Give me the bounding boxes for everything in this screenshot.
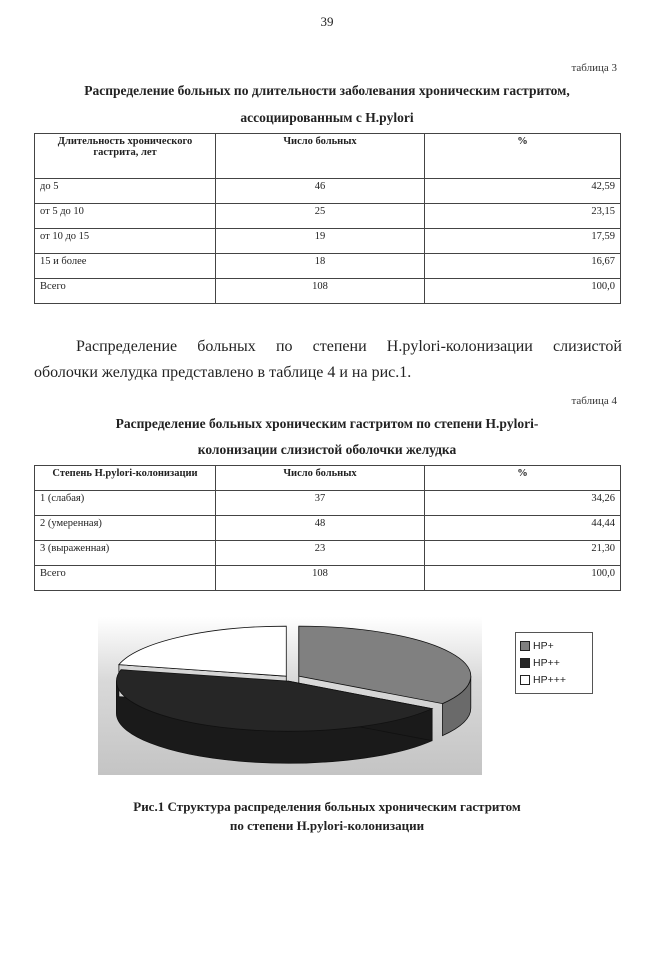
- table3-cell: 19: [216, 229, 425, 254]
- table4-cell: 23: [216, 541, 425, 566]
- paragraph-line1: Распределение больных по степени H.pylori-колонизации слизистой: [76, 338, 622, 355]
- table3-cell: 42,59: [425, 179, 621, 204]
- table3-header-percent: %: [425, 134, 621, 179]
- legend-item-hp1: [516, 637, 592, 654]
- table-row: [35, 179, 621, 204]
- pie-chart: [98, 617, 482, 775]
- table3-cell: 25: [216, 204, 425, 229]
- table-row: [35, 491, 621, 516]
- table3-title-line2: ассоциированным с H.pylori: [240, 110, 414, 125]
- body-paragraph: [34, 334, 622, 386]
- table4-cell: 1 (слабая): [35, 491, 216, 516]
- table4-cell: 37: [216, 491, 425, 516]
- table4-header-row: [35, 466, 621, 491]
- table3-label: таблица 3: [571, 62, 617, 74]
- table3-cell: Всего: [35, 279, 216, 304]
- table4-cell: 34,26: [425, 491, 621, 516]
- table4-label: таблица 4: [571, 395, 617, 407]
- table-row: [35, 566, 621, 591]
- legend-swatch-hp2: [520, 658, 530, 668]
- table3-cell: 16,67: [425, 254, 621, 279]
- table4-header-percent: %: [425, 466, 621, 491]
- table-row: [35, 541, 621, 566]
- legend-label-hp3: HP+++: [533, 673, 566, 686]
- table-row: [35, 254, 621, 279]
- table3-cell: 108: [216, 279, 425, 304]
- table4-title-line1: Распределение больных хроническим гастритом по степени H.pylori-: [115, 416, 539, 431]
- table3: [34, 133, 621, 304]
- table3-title: [0, 80, 654, 129]
- table4-cell: 44,44: [425, 516, 621, 541]
- table4-cell: 21,30: [425, 541, 621, 566]
- table3-cell: до 5: [35, 179, 216, 204]
- table-row: [35, 204, 621, 229]
- table4-cell: 48: [216, 516, 425, 541]
- table3-header-duration: Длительность хронического гастрита, лет: [35, 134, 216, 179]
- legend-label-hp1: HP+: [533, 639, 554, 652]
- paragraph-line2: оболочки желудка представлено в таблице 4 и на рис.1.: [34, 364, 412, 381]
- table4-header-degree: Степень H.pylori-колонизации: [35, 466, 216, 491]
- table4-cell: 108: [216, 566, 425, 591]
- table4-cell: Всего: [35, 566, 216, 591]
- table4-cell: 100,0: [425, 566, 621, 591]
- figure-caption: [0, 797, 654, 835]
- legend-swatch-hp1: [520, 641, 530, 651]
- table3-cell: 17,59: [425, 229, 621, 254]
- table3-cell: 100,0: [425, 279, 621, 304]
- table4-cell: 3 (выраженная): [35, 541, 216, 566]
- table-row: [35, 516, 621, 541]
- legend-item-hp3: [516, 671, 592, 688]
- legend-swatch-hp3: [520, 675, 530, 685]
- table4-header-count: Число больных: [216, 466, 425, 491]
- table4: [34, 465, 621, 591]
- table3-title-line1: Распределение больных по длительности заболевания хроническим гастритом,: [84, 83, 570, 98]
- table3-cell: 23,15: [425, 204, 621, 229]
- table3-header-row: [35, 134, 621, 179]
- caption-line1: Рис.1 Структура распределения больных хроническим гастритом: [133, 799, 521, 814]
- legend-label-hp2: HP++: [533, 656, 560, 669]
- table3-cell: 18: [216, 254, 425, 279]
- table3-cell: от 10 до 15: [35, 229, 216, 254]
- chart-legend: [515, 632, 593, 694]
- table4-cell: 2 (умеренная): [35, 516, 216, 541]
- table3-cell: 15 и более: [35, 254, 216, 279]
- table-row: [35, 229, 621, 254]
- table4-title-line2: колонизации слизистой оболочки желудка: [197, 442, 457, 457]
- table-row: [35, 279, 621, 304]
- table3-header-count: Число больных: [216, 134, 425, 179]
- table3-cell: 46: [216, 179, 425, 204]
- caption-line2: по степени H.pylori-колонизации: [229, 818, 425, 833]
- page-number: 39: [320, 14, 334, 29]
- table4-title: [0, 413, 654, 461]
- table3-cell: от 5 до 10: [35, 204, 216, 229]
- legend-item-hp2: [516, 654, 592, 671]
